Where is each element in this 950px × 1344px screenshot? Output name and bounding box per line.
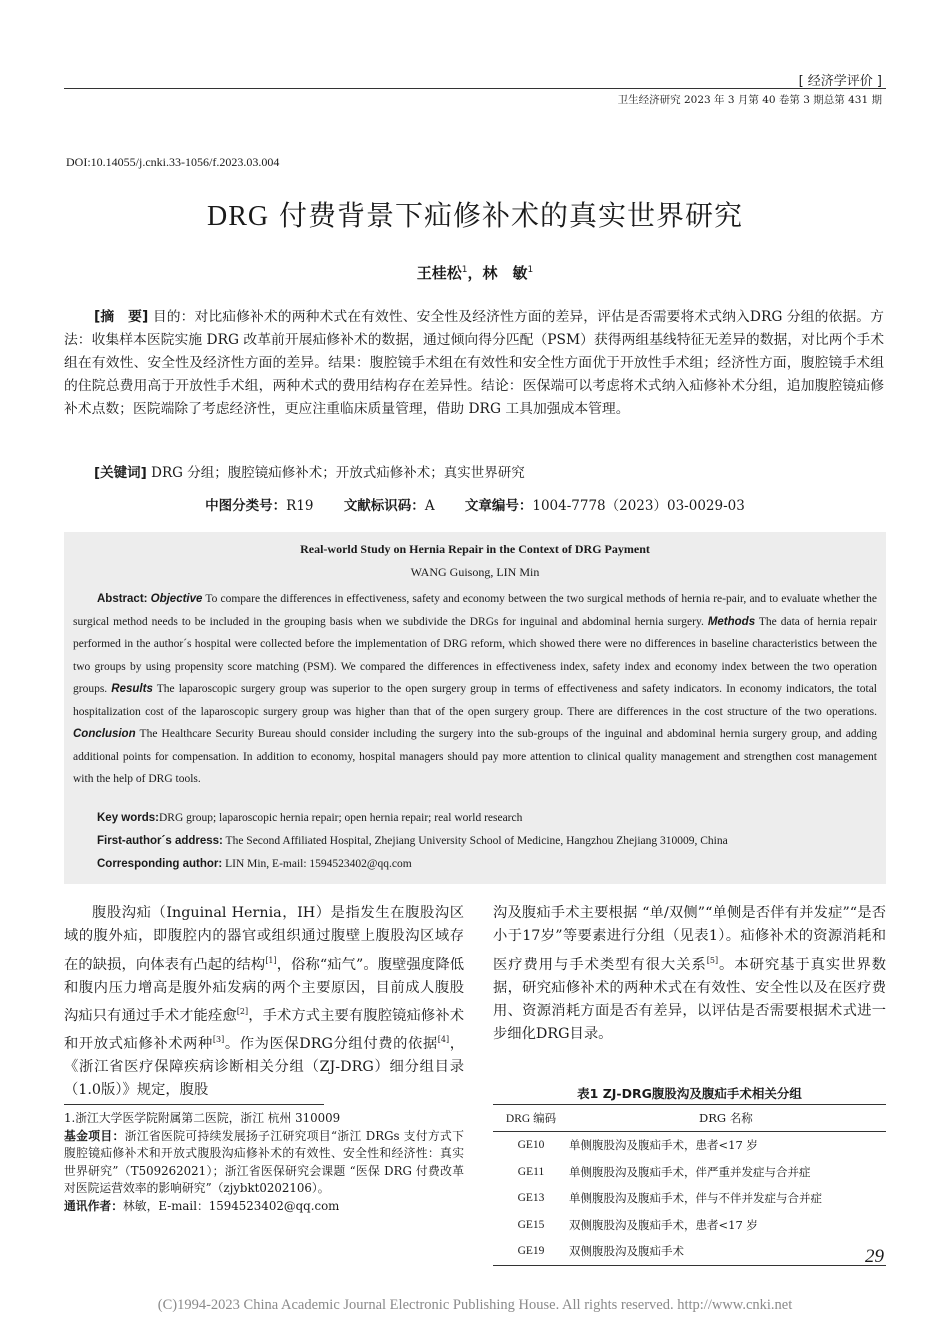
fund-text: 浙江省医院可持续发展扬子江研究项目“浙江 DRGs 支付方式下腹腔镜疝修补术和开放式腹股沟疝修补术的有效性、安全性和经济性：真实世界研究”（T509262021）；浙江省医保研究会课题 “医保 DRG 付费改革对医院运营效率的影响研究”（zjybkt0202106）。 <box>64 1128 464 1195</box>
en-keywords <box>97 812 522 824</box>
en-abstract-label: Abstract: <box>97 593 148 605</box>
table-header-row <box>493 1105 886 1132</box>
corr-label: 通讯作者： <box>64 1198 123 1213</box>
table-row <box>493 1159 886 1186</box>
author-2-affil: 1 <box>527 265 534 275</box>
chinese-keywords <box>94 461 525 481</box>
citation-3[interactable]: [3] <box>212 1035 225 1045</box>
corr-text: 林敏，E-mail：1594523402@qq.com <box>123 1198 340 1213</box>
footnote-rule <box>64 1104 324 1105</box>
drg-name: 单侧腹股沟及腹疝手术，伴严重并发症与合并症 <box>569 1164 811 1179</box>
table-row <box>493 1238 886 1265</box>
article-no-label: 文章编号： <box>464 498 533 514</box>
keywords-label: [关键词] <box>94 465 147 481</box>
footnote <box>64 1110 464 1215</box>
drg-name: 单侧腹股沟及腹疝手术，患者<17 岁 <box>569 1138 758 1153</box>
body-left-column <box>64 902 464 1103</box>
footnote-affiliation: 1.浙江大学医学院附属第二医院，浙江 杭州 310009 <box>64 1111 341 1125</box>
drg-code: GE11 <box>517 1165 545 1178</box>
header-rule <box>64 88 886 89</box>
title-latin: DRG <box>206 201 270 232</box>
article-no-value: 1004-7778（2023）03-0029-03 <box>532 498 745 514</box>
en-corresponding <box>97 858 412 870</box>
table-header-code: DRG 编码 <box>493 1105 569 1132</box>
table-header-name: DRG 名称 <box>569 1105 886 1132</box>
doi[interactable]: DOI:10.14055/j.cnki.33-1056/f.2023.03.004 <box>66 155 280 169</box>
doc-code-label: 文献标识码： <box>343 498 425 514</box>
table-row <box>493 1132 886 1159</box>
en-objective-label: Objective <box>150 593 203 605</box>
en-corresponding-label: Corresponding author: <box>97 858 223 870</box>
abstract-label: [摘 要] <box>94 309 149 325</box>
author-1-affil: 1 <box>461 265 468 275</box>
english-authors: WANG Guisong, LIN Min <box>410 565 540 579</box>
citation-5[interactable]: [5] <box>706 955 719 965</box>
table-caption: 表1 ZJ-DRG腹股沟及腹疝手术相关分组 <box>577 1086 802 1101</box>
en-keywords-label: Key words: <box>97 812 159 824</box>
en-methods-text: The data of hernia repair performed in the author´s hospital were collected before the implementation of DRG reform, which showed there were no differences in baseline characteristics between the two groups by using propensity score matching (PSM). We compared the differences in effectiveness index, safety index and economy index between the two operation groups. <box>73 615 877 695</box>
en-results-label: Results <box>111 683 153 695</box>
paper-title <box>0 194 950 234</box>
en-corresponding-text: LIN Min, E-mail: 1594523402@qq.com <box>222 858 412 870</box>
author-sep: ， <box>467 264 483 282</box>
citation-2[interactable]: [2] <box>236 1006 249 1016</box>
fund-label: 基金项目： <box>64 1128 125 1143</box>
body-right-text-2: 。本研究基于真实世界数据，研究疝修补术的两种术式在有效性、安全性以及在医疗费用、资源消耗方面是否有差异，以评估是否需要根据术式进一步细化DRG目录。 <box>493 956 887 1043</box>
keywords-text: DRG 分组；腹腔镜疝修补术；开放式疝修补术；真实世界研究 <box>146 465 525 481</box>
en-conclusion-text: The Healthcare Security Bureau should consider including the surgery into the sub-groups of the inguinal and abdominal hernia surgery group, and adding additional points for compensation. In addition to economy, hospital managers should pay more attention to clinical quality management and strengthen cost management with the help of DRG tools. <box>73 728 877 785</box>
clc-label: 中图分类号： <box>205 498 287 514</box>
citation-4[interactable]: [4] <box>437 1035 450 1045</box>
title-main: 付费背景下疝修补术的真实世界研究 <box>269 199 744 232</box>
footnote-corresponding <box>64 1198 464 1216</box>
doc-code-value: A <box>424 498 435 514</box>
abstract-text: 目的：对比疝修补术的两种术式在有效性、安全性及经济性方面的差异，评估是否需要将术式纳入DRG 分组的依据。方法：收集样本医院实施 DRG 改革前开展疝修补术的数据，通过倾向得分匹配（PSM）获得两组基线特征无差异的数据，对比两个手术组在有效性、安全性及经济性方面的差异。结果：腹腔镜手术组在有效性和安全性方面优于开放性手术组；经济性方面，腹腔镜手术组的住院总费用高于开放性手术组，两种术式的费用结构存在差异性。结论：医保端可以考虑将术式纳入疝修补术分组，追加腹腔镜疝修补术点数；医院端除了考虑经济性，更应注重临床质量管理，借助 DRG 工具加强成本管理。 <box>64 309 884 417</box>
drg-code: GE15 <box>517 1218 545 1231</box>
table-row <box>493 1185 886 1212</box>
citation-1[interactable]: [1] <box>265 955 277 965</box>
drg-code: GE10 <box>517 1139 545 1152</box>
body-left-text-2: ，俗称“疝气”。腹壁强度降低和腹内压力增高是腹外疝发病的两个主要原因，目前成人腹股沟疝只有通过手术才能痊愈 <box>64 956 464 1024</box>
drg-name: 双侧腹股沟及腹疝手术，患者<17 岁 <box>569 1217 758 1232</box>
chinese-abstract <box>64 306 884 421</box>
en-keywords-text: DRG group; laparoscopic hernia repair; open hernia repair; real world research <box>159 812 523 824</box>
body-left-text-3: ，手术方式主要有腹腔镜疝修补术和开放式疝修补术两种 <box>64 1007 465 1052</box>
en-first-author <box>97 835 728 847</box>
en-first-author-label: First-author´s address: <box>97 835 223 847</box>
en-results-text: The laparoscopic surgery group was superior to the open surgery group in terms of effectiveness and safety indicators. In economy indicators, the total hospitalization cost of the laparoscopic surgery group was higher than that of the open surgery group. There are differences in the cost structure of the two operations. <box>73 683 877 718</box>
body-right-column <box>493 902 886 1047</box>
author-2: 林 敏 <box>482 264 528 282</box>
en-objective-text: To compare the differences in effectiveness, safety and economy between the two surgical methods of hernia re-pair, and to evaluate whether the surgical method needs to be included in the grouping basis when we subdivide the DRGs for inguinal and abdominal hernia surgery. <box>73 593 877 628</box>
drg-table <box>493 1104 886 1266</box>
clc-value: R19 <box>286 498 314 514</box>
english-title: Real-world Study on Hernia Repair in the Context of DRG Payment <box>300 542 650 556</box>
table-row <box>493 1212 886 1239</box>
body-left-text-4: 。作为医保DRG分组付费的依据 <box>224 1035 438 1052</box>
body-left-text-1: 腹股沟疝（Inguinal Hernia，IH）是指发生在腹股沟区域的腹外疝，即腹腔内的器官或组织通过腹壁上腹股沟区域存在的缺损，向体表有凸起的结构 <box>64 905 464 973</box>
en-methods-label: Methods <box>707 615 756 628</box>
english-abstract <box>73 588 877 791</box>
en-first-author-text: The Second Affiliated Hospital, Zhejiang University School of Medicine, Hangzhou Zhejiang 310009, China <box>222 835 728 847</box>
drg-code: GE19 <box>493 1238 569 1265</box>
authors <box>0 262 950 283</box>
drg-code: GE13 <box>517 1192 545 1205</box>
journal-info: 卫生经济研究 2023 年 3 月第 40 卷第 3 期总第 431 期 <box>617 94 882 106</box>
body-left-text-5: ，《浙江省医疗保障疾病诊断相关分组（ZJ-DRG）细分组目录（1.0版）》规定，腹股 <box>64 1035 464 1099</box>
section-tag: [ 经济学评价 ] <box>798 74 882 89</box>
footnote-fund <box>64 1128 464 1198</box>
body-right-text-1: 沟及腹疝手术主要根据 “单/双侧”“单侧是否伴有并发症”“是否小于17岁”等要素进行分组（见表1）。疝修补术的资源消耗和医疗费用与手术类型有很大关系 <box>493 905 886 973</box>
en-conclusion-label: Conclusion <box>73 728 136 740</box>
classification-line <box>0 494 950 514</box>
drg-name: 单侧腹股沟及腹疝手术，伴与不伴并发症与合并症 <box>569 1191 822 1206</box>
page-number: 29 <box>865 1246 884 1267</box>
author-1: 王桂松 <box>416 264 462 282</box>
drg-name: 双侧腹股沟及腹疝手术 <box>569 1238 886 1265</box>
copyright-notice: (C)1994-2023 China Academic Journal Electronic Publishing House. All rights reserved. http://www.cnki.net <box>157 1297 793 1313</box>
